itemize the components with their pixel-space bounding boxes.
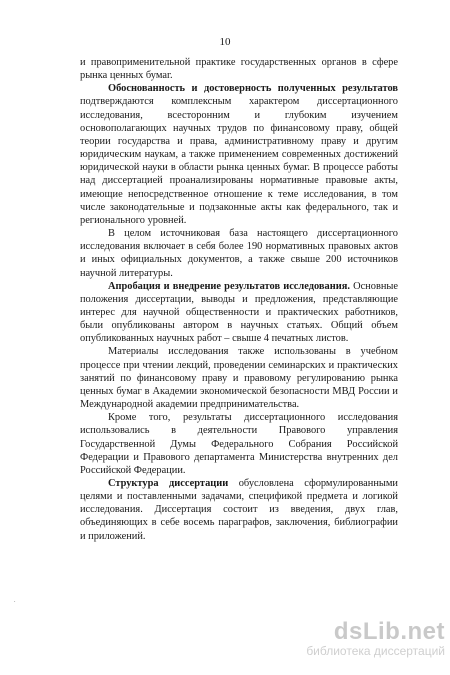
paragraph-7-text: обусловлена сформулированными целями и поставленными задачами, спецификой предмета и логикой исследования. Диссертация состоит из введения, двух глав, объединяющих в себе восемь параграфов, заключения, библиографии и приложений.	[80, 478, 398, 542]
paragraph-1	[80, 56, 398, 82]
paragraph-6	[80, 411, 398, 477]
paragraph-6-text: Кроме того, результаты диссертационного исследования использовались в деятельности Правового управления Государственной Думы Федерального Собрания Российской Федерации и Правового департамента Министерства внутренних дел Российской Федерации.	[80, 412, 398, 476]
paragraph-2	[80, 82, 398, 227]
watermark-logo: dsLib.net	[333, 618, 445, 645]
paragraph-2-text: подтверждаются комплексным характером диссертационного исследования, всесторонним и глубоким изучением основополагающих научных трудов по финансовому праву, общей теории государства и права, административному праву и другим юридическим наукам, а также применением современных достижений юридической науки в области рынка ценных бумаг. В процессе работы над диссертацией проанализированы нормативные правовые акты, имеющие непосредственное отношение к теме исследования, в том числе законодательные и подзаконные акты как федерального, так и регионального уровней.	[80, 96, 398, 226]
watermark	[270, 618, 445, 658]
paragraph-7-heading: Структура диссертации	[108, 478, 229, 489]
paragraph-1-text: и правоприменительной практике государственных органов в сфере рынка ценных бумаг.	[80, 57, 398, 82]
paragraph-3-text: В целом источниковая база настоящего диссертационного исследования включает в себя более 190 нормативных правовых актов и иных официальных документов, а также свыше 200 источников научной литературы.	[80, 228, 398, 279]
paragraph-5	[80, 345, 398, 411]
paragraph-4-text: Основные положения диссертации, выводы и предложения, представляющие интерес для научной общественности и практических работников, были опубликованы автором в научных статьях. Общий объем опубликованных научных работ – свыше 4 печатных листов.	[80, 280, 398, 345]
paragraph-3	[80, 227, 398, 280]
paragraph-7	[80, 477, 398, 543]
paragraph-5-text: Материалы исследования также использованы в учебном процессе при чтении лекций, проведении семинарских и практических занятий по финансовому праву и правовому регулированию рынка ценных бумаг в Академии экономической безопасности МВД России и Международной академии предпринимательства.	[80, 346, 398, 411]
page-number: 10	[219, 36, 231, 48]
paragraph-4	[80, 280, 398, 346]
paragraph-2-heading: Обоснованность и достоверность полученных результатов	[108, 83, 398, 95]
watermark-subtitle: библиотека диссертаций	[306, 644, 445, 658]
paragraph-4-heading: Апробация и внедрение результатов исследования.	[108, 280, 350, 292]
margin-mark: .	[14, 598, 16, 604]
document-body	[80, 56, 398, 543]
